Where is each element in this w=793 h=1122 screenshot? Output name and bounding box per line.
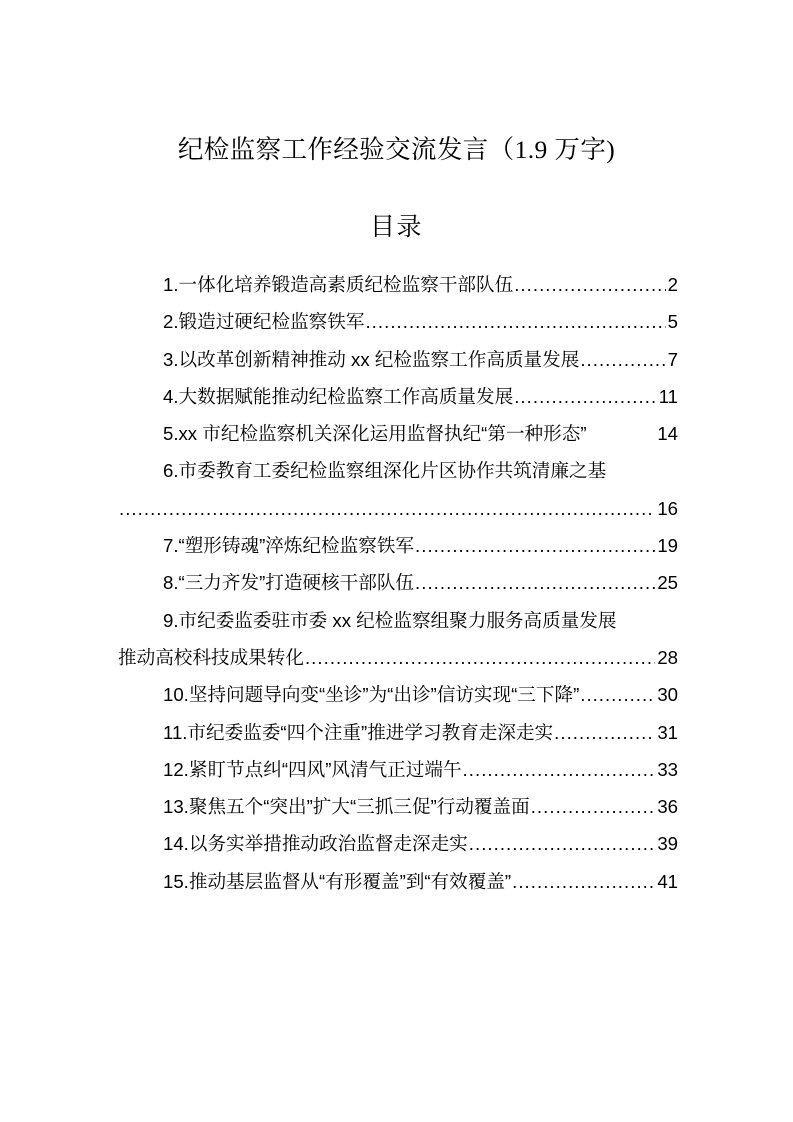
toc-page-number: 25 [657, 572, 678, 594]
toc-entry-title: 4.大数据赋能推动纪检监察工作高质量发展 [163, 385, 514, 407]
toc-entry-title: 14.以务实举措推动政治监督走深走实 [163, 833, 468, 855]
toc-leader-dots [580, 676, 655, 713]
toc-entry-title: 6.市委教育工委纪检监察组深化片区协作共筑清廉之基 [163, 460, 607, 482]
toc-entry-title: 2.锻造过硬纪检监察铁军 [163, 311, 365, 333]
toc-entry[interactable] [118, 303, 678, 340]
toc-page-number: 16 [657, 497, 678, 519]
toc-entry-title: 8.“三力齐发”打造硬核干部队伍 [163, 572, 415, 594]
toc-entry-title-continued: 推动高校科技成果转化 [118, 646, 304, 668]
toc-entry-title: 3.以改革创新精神推动 xx 纪检监察工作高质量发展 [163, 348, 580, 370]
toc-page-number: 14 [657, 423, 678, 445]
toc-heading: 目录 [369, 214, 423, 241]
toc-leader-dots [119, 490, 655, 527]
toc-leader-dots [554, 714, 655, 751]
toc-page-number: 28 [657, 646, 678, 668]
toc-entry-title: 9.市纪委监委驻市委 xx 纪检监察组聚力服务高质量发展 [163, 609, 617, 631]
toc-leader-dots [415, 564, 655, 601]
toc-entry[interactable] [118, 527, 678, 564]
toc-page-number: 19 [657, 535, 678, 557]
toc-entry[interactable] [118, 378, 678, 415]
toc-entry-title: 1.一体化培养锻造高素质纪检监察干部队伍 [163, 274, 514, 295]
toc-leader-dots [514, 378, 656, 415]
toc-page-number: 36 [657, 796, 678, 818]
toc-leader-dots [305, 639, 655, 676]
toc-entry-title: 5.xx 市纪检监察机关深化运用监督执纪“第一种形态” [163, 423, 587, 445]
toc-entry-title: 15.推动基层监督从“有形覆盖”到“有效覆盖” [163, 870, 512, 892]
toc-entry-title: 7.“塑形铸魂”淬炼纪检监察铁军 [163, 535, 415, 557]
document-title: 纪检监察工作经验交流发言（1.9 万字) [177, 135, 616, 164]
toc-entry-title: 13.聚焦五个“突出”扩大“三抓三促”行动覆盖面 [163, 796, 530, 818]
toc-entry[interactable] [118, 266, 678, 303]
toc-entry-title: 10.坚持问题导向变“坐诊”为“出诊”信访实现“三下降” [163, 684, 580, 706]
toc-page-number: 41 [657, 870, 678, 892]
toc-entry[interactable] [118, 676, 678, 713]
toc-page-number: 33 [657, 758, 678, 780]
toc-leader-dots [415, 527, 655, 564]
toc-page-number: 30 [657, 684, 678, 706]
toc-entry[interactable] [118, 863, 678, 900]
toc-entry[interactable] [118, 415, 678, 452]
toc-entry-title: 11.市纪委监委“四个注重”推进学习教育走深走实 [163, 721, 554, 743]
toc-entry[interactable] [118, 452, 678, 489]
toc-page-number: 31 [657, 721, 678, 743]
table-of-contents [118, 266, 678, 900]
toc-entry[interactable] [118, 564, 678, 601]
toc-leader-dots [469, 825, 656, 862]
toc-page-number: 2 [667, 274, 678, 295]
toc-entry[interactable] [118, 825, 678, 862]
toc-leader-dots [463, 751, 656, 788]
toc-entry[interactable] [118, 714, 678, 751]
toc-leader-dots [531, 788, 656, 825]
toc-entry[interactable] [118, 602, 678, 639]
toc-page-number: 11 [658, 385, 678, 407]
toc-leader-dots [512, 863, 655, 900]
toc-entry-continuation[interactable] [118, 639, 678, 676]
toc-entry-title: 12.紧盯节点纠“四风”风清气正过端午 [163, 758, 462, 780]
toc-leader-dots [514, 266, 665, 303]
toc-entry[interactable] [118, 751, 678, 788]
toc-entry-continuation[interactable] [118, 490, 678, 527]
toc-entry[interactable] [118, 788, 678, 825]
toc-page-number: 7 [667, 348, 678, 370]
toc-page-number: 39 [657, 833, 678, 855]
toc-page-number: 5 [667, 311, 678, 333]
toc-leader-dots [365, 303, 665, 340]
toc-leader-dots [580, 341, 665, 378]
toc-entry[interactable] [118, 341, 678, 378]
